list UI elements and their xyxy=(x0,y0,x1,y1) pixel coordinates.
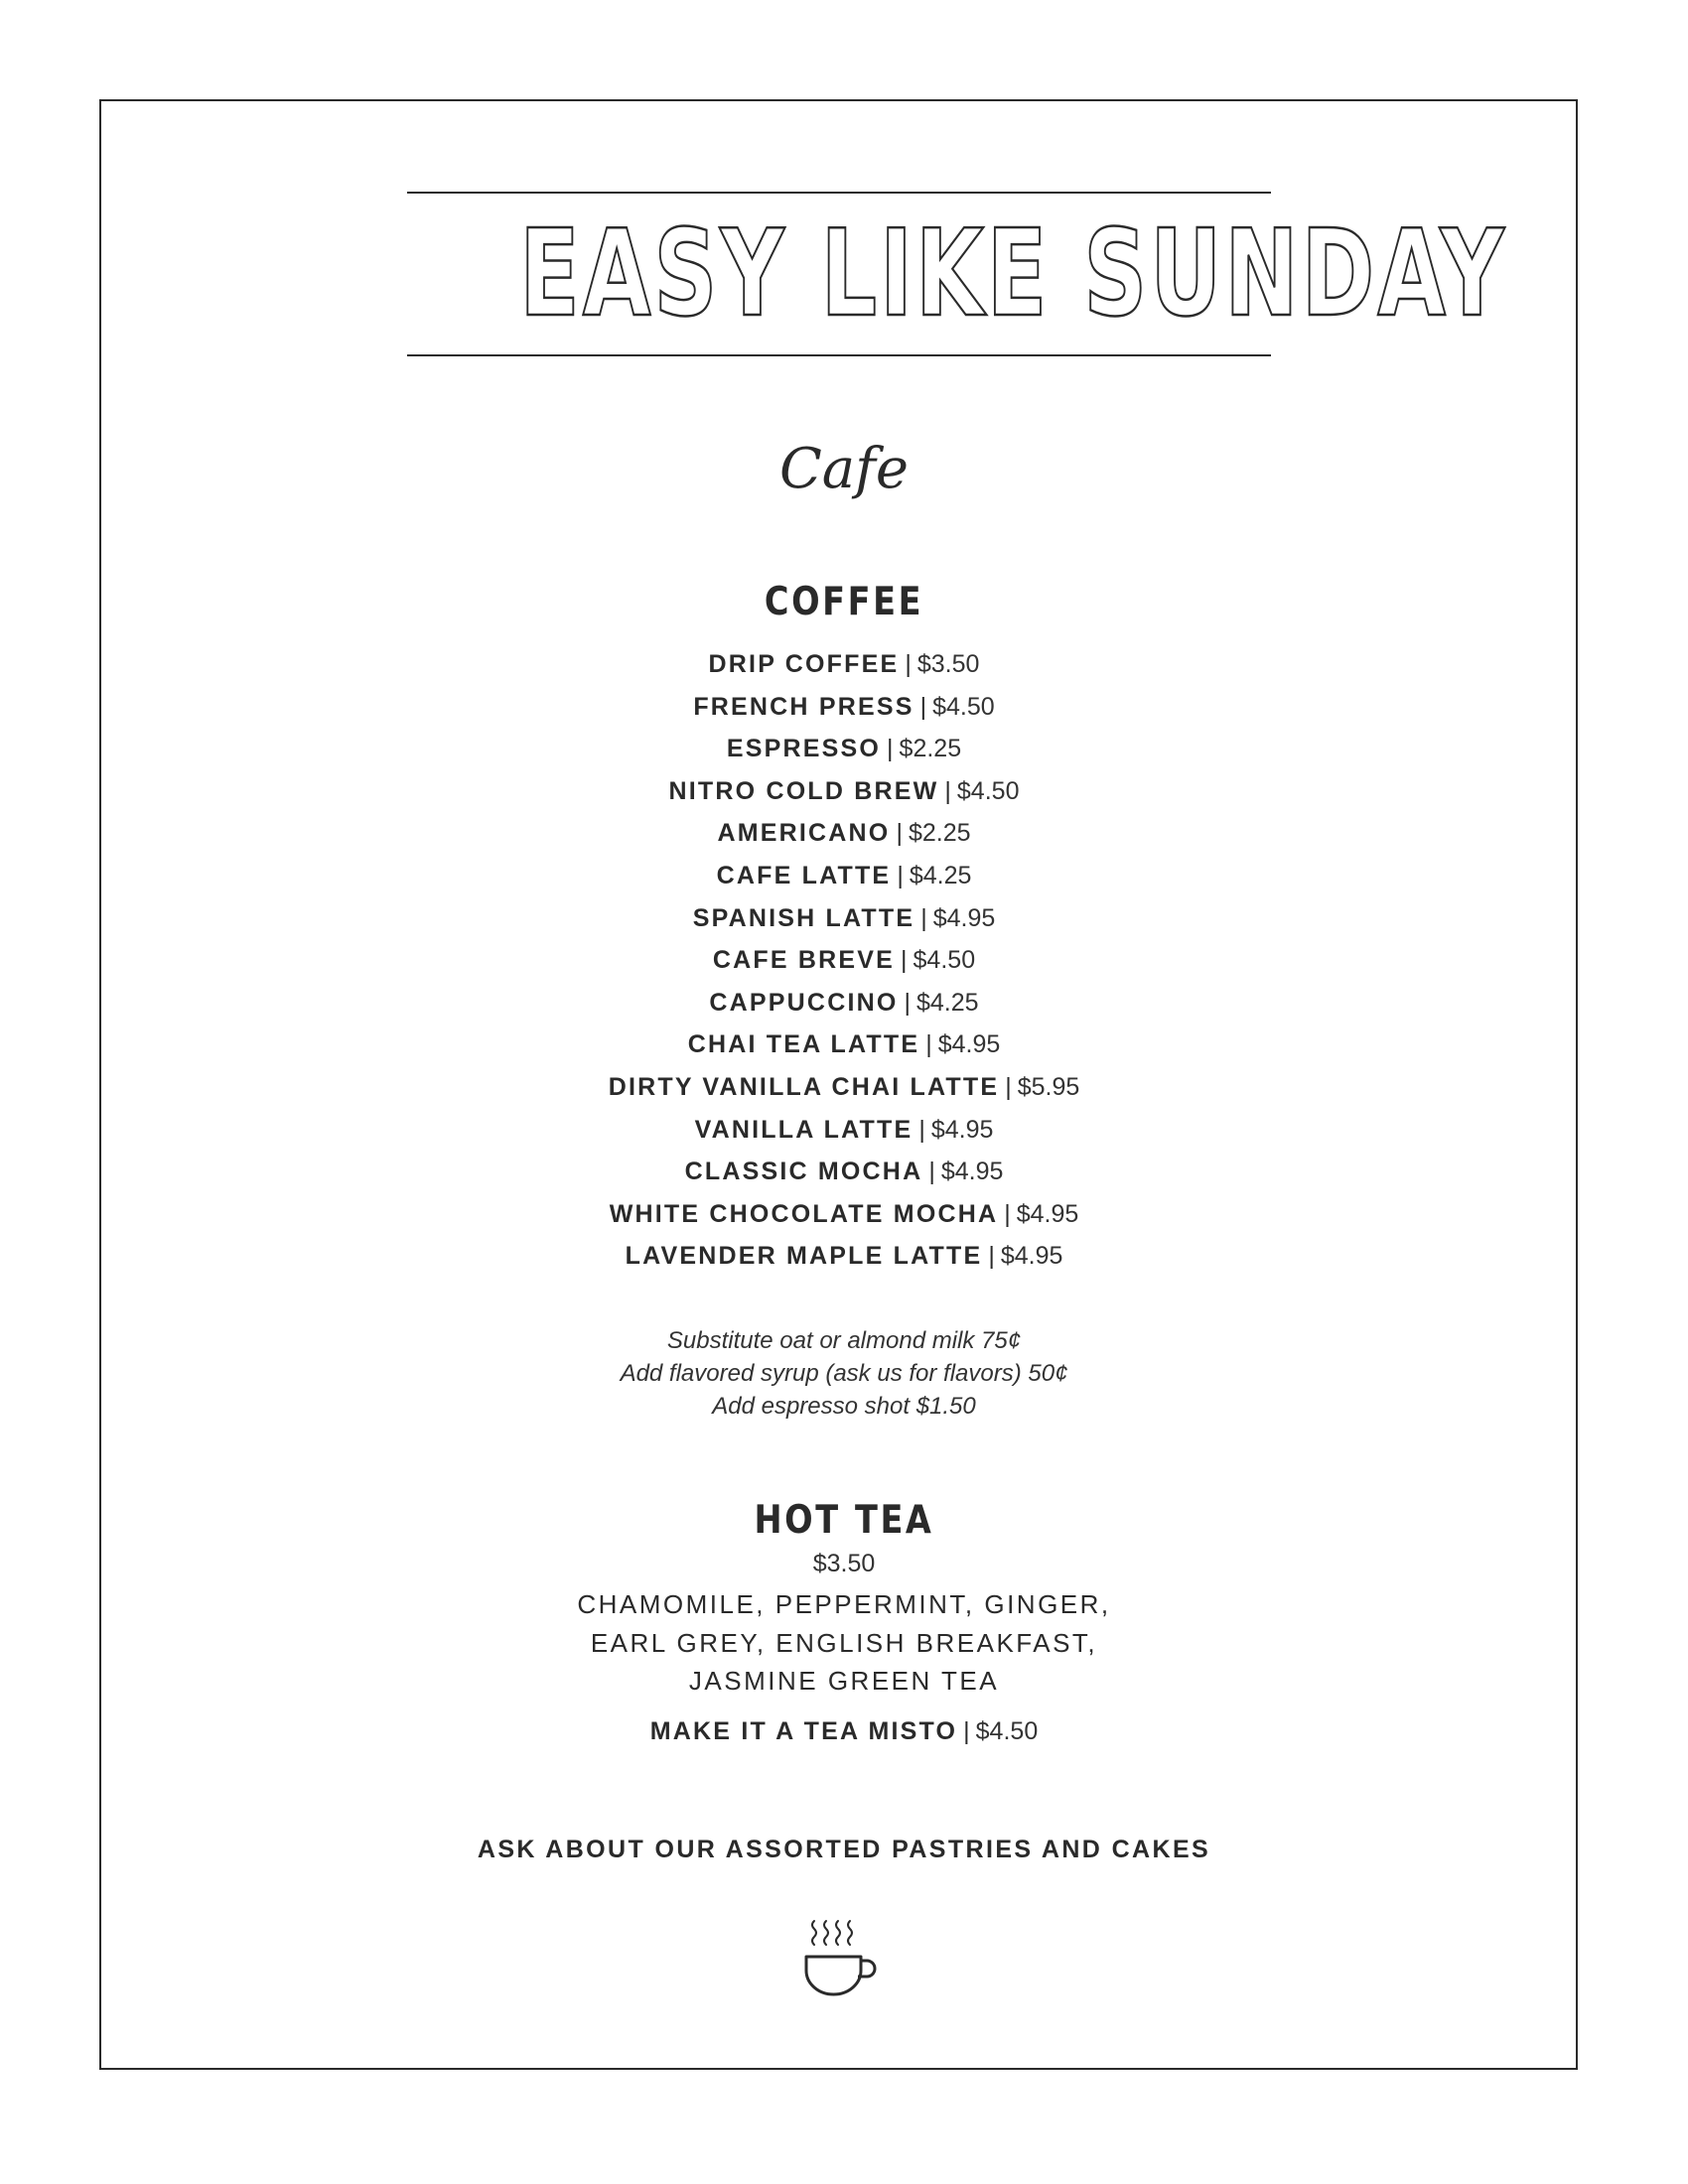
item-price: $4.25 xyxy=(916,988,979,1017)
item-separator: | xyxy=(944,776,951,805)
menu-item xyxy=(0,812,1688,855)
item-price: $4.25 xyxy=(909,861,972,889)
item-separator: | xyxy=(896,819,903,848)
add-on-note: Substitute oat or almond milk 75¢ xyxy=(666,1327,1022,1354)
item-separator: | xyxy=(928,1158,935,1186)
add-on-note: Add espresso shot $1.50 xyxy=(712,1393,976,1420)
item-name: NITRO COLD BREW xyxy=(668,776,939,805)
item-name: CHAI TEA LATTE xyxy=(687,1030,920,1059)
item-name: CLASSIC MOCHA xyxy=(684,1158,923,1186)
item-name: DIRTY VANILLA CHAI LATTE xyxy=(608,1072,1000,1101)
item-name: CAFE BREVE xyxy=(712,946,896,975)
menu-item xyxy=(0,1109,1688,1152)
menu-item xyxy=(0,1151,1688,1193)
item-separator: | xyxy=(905,650,912,678)
steam-icon xyxy=(824,1921,828,1945)
tea-price: $3.50 xyxy=(812,1550,876,1577)
menu-item xyxy=(0,686,1688,729)
coffee-list xyxy=(0,643,1688,1278)
coffee-cup-icon xyxy=(797,1919,887,2008)
misto-name: MAKE IT A TEA MISTO xyxy=(649,1717,958,1745)
item-separator: | xyxy=(1004,1199,1011,1228)
menu-title: EASY LIKE SUNDAY xyxy=(519,205,1507,343)
tea-misto-item xyxy=(0,1710,1688,1752)
item-separator: | xyxy=(901,946,908,975)
tea-heading: HOT TEA xyxy=(754,1498,934,1543)
item-price: $4.95 xyxy=(932,903,996,932)
menu-item xyxy=(0,855,1688,897)
item-separator: | xyxy=(920,903,927,932)
steam-icon xyxy=(812,1921,816,1945)
item-name: VANILLA LATTE xyxy=(694,1115,914,1144)
item-name: CAPPUCCINO xyxy=(709,988,899,1017)
menu-item xyxy=(0,939,1688,982)
item-price: $4.50 xyxy=(956,776,1020,805)
item-price: $4.95 xyxy=(930,1115,994,1144)
item-price: $5.95 xyxy=(1017,1072,1080,1101)
tea-flavor-line: CHAMOMILE, PEPPERMINT, GINGER, xyxy=(577,1589,1111,1619)
item-separator: | xyxy=(887,735,894,763)
item-name: LAVENDER MAPLE LATTE xyxy=(625,1242,983,1271)
item-separator: | xyxy=(1005,1072,1012,1101)
item-name: SPANISH LATTE xyxy=(692,903,915,932)
menu-item xyxy=(0,728,1688,770)
pastries-note: ASK ABOUT OUR ASSORTED PASTRIES AND CAKES xyxy=(477,1836,1211,1863)
item-price: $2.25 xyxy=(899,735,962,763)
misto-separator: | xyxy=(963,1717,970,1745)
coffee-notes xyxy=(0,1324,1688,1423)
title-top-rule xyxy=(407,192,1271,194)
menu-subtitle: Cafe xyxy=(778,437,910,501)
menu-item xyxy=(0,643,1688,686)
item-price: $3.50 xyxy=(916,650,980,678)
cup-body-icon xyxy=(806,1957,861,1994)
menu-item xyxy=(0,1193,1688,1236)
item-separator: | xyxy=(925,1030,932,1059)
menu-item xyxy=(0,982,1688,1024)
item-price: $4.95 xyxy=(1016,1199,1079,1228)
menu-item xyxy=(0,1235,1688,1278)
item-separator: | xyxy=(918,1115,925,1144)
tea-flavor-list xyxy=(0,1585,1688,1701)
item-price: $2.25 xyxy=(908,819,971,848)
menu-item xyxy=(0,1024,1688,1066)
title-bottom-rule xyxy=(407,354,1271,356)
coffee-heading: COFFEE xyxy=(764,580,924,624)
item-price: $4.95 xyxy=(937,1030,1001,1059)
item-price: $4.50 xyxy=(932,692,995,721)
item-price: $4.95 xyxy=(940,1158,1004,1186)
steam-icon xyxy=(848,1921,852,1945)
tea-flavor-line: JASMINE GREEN TEA xyxy=(688,1666,1000,1696)
steam-icon xyxy=(836,1921,840,1945)
item-price: $4.95 xyxy=(1000,1242,1063,1271)
menu-item xyxy=(0,770,1688,813)
item-separator: | xyxy=(919,692,927,721)
add-on-note: Add flavored syrup (ask us for flavors) 50¢ xyxy=(620,1360,1068,1387)
item-separator: | xyxy=(988,1242,995,1271)
item-separator: | xyxy=(904,988,911,1017)
item-separator: | xyxy=(897,861,904,889)
item-name: FRENCH PRESS xyxy=(693,692,914,721)
item-name: ESPRESSO xyxy=(726,735,882,763)
menu-item xyxy=(0,1066,1688,1109)
item-price: $4.50 xyxy=(913,946,976,975)
item-name: AMERICANO xyxy=(717,819,891,848)
item-name: CAFE LATTE xyxy=(716,861,892,889)
item-name: DRIP COFFEE xyxy=(708,650,900,678)
misto-price: $4.50 xyxy=(975,1717,1039,1745)
tea-flavor-line: EARL GREY, ENGLISH BREAKFAST, xyxy=(590,1627,1098,1658)
menu-item xyxy=(0,897,1688,940)
item-name: WHITE CHOCOLATE MOCHA xyxy=(609,1199,999,1228)
